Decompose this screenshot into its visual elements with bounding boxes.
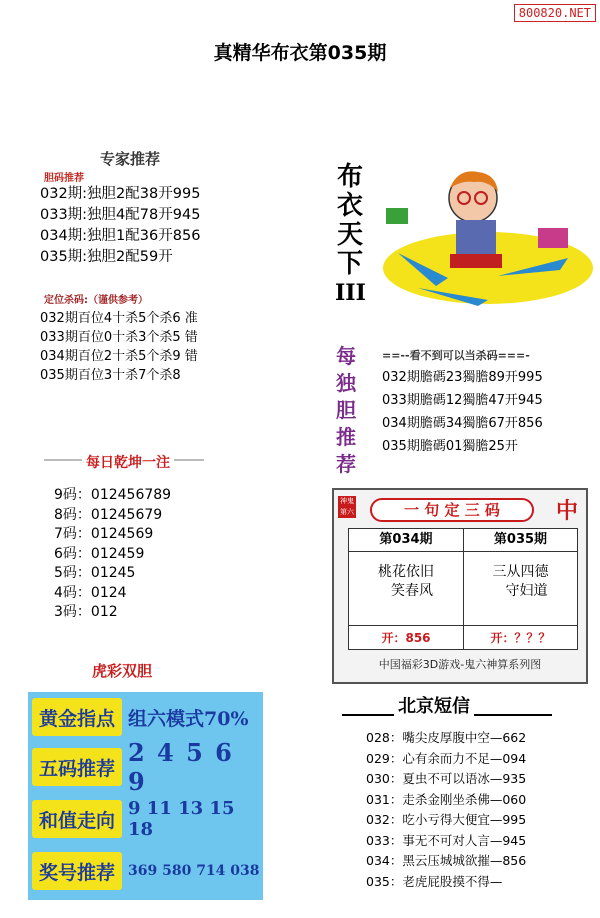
tiger-label: 和值走向 — [32, 800, 122, 838]
tiger-value: 9 11 13 15 18 — [128, 798, 235, 840]
list-item: 033期:独胆4配78开945 — [40, 207, 201, 223]
three-footer: 中国福彩3D游戏-鬼六神算系列图 — [378, 658, 542, 671]
tiger-row — [28, 794, 263, 844]
phrase-line: 三从四德 — [492, 564, 549, 580]
daily-title: 每日乾坤一注 — [82, 452, 174, 472]
list-item: 034期膽碼34獨膽67开856 — [382, 416, 543, 431]
brand-char: 天 — [336, 220, 363, 250]
tiger-title: 虎彩双胆 — [92, 662, 153, 680]
meidu-char: 独 — [336, 371, 356, 395]
tiger-value: 369 580 714 038 — [128, 863, 260, 879]
meidu-char: 每 — [336, 344, 356, 368]
list-item: 034期:独胆1配36开856 — [40, 228, 201, 244]
three-col1: 第034期 — [349, 529, 464, 552]
list-item: 9码：012456789 — [54, 487, 172, 503]
three-title: 一 句 定 三 码 — [370, 498, 534, 522]
meidu-char: 荐 — [336, 452, 356, 476]
list-item: 035期:独胆2配59开 — [40, 249, 173, 265]
list-item: 8码：01245679 — [54, 506, 163, 523]
daily-list — [54, 486, 171, 623]
meidu-char: 推 — [336, 425, 356, 449]
brand-char: 衣 — [336, 191, 363, 221]
list-item: 033：事无不可对人言—945 — [366, 832, 527, 848]
three-logo: 中 — [556, 499, 579, 524]
three-badge: 神鬼第六 — [340, 497, 354, 516]
tiger-value: 组六模式70% — [128, 707, 249, 730]
page-title: 真精华布衣第035期 — [213, 42, 387, 64]
three-code-panel — [332, 488, 588, 684]
tiger-label: 黄金指点 — [32, 698, 122, 736]
list-item: 034：黑云压城城欲摧—856 — [366, 853, 527, 868]
list-item: 4码：0124 — [54, 584, 127, 601]
phrase-line: 桃花依旧 — [378, 564, 434, 580]
brand-vertical — [335, 163, 365, 308]
list-item: 030：夏虫不可以语冰—935 — [366, 771, 527, 786]
list-item: 029：心有余而力不足—094 — [366, 750, 527, 766]
list-item: 028：嘴尖皮厚腹中空—662 — [366, 730, 527, 745]
list-item: 033期膽碼12獨膽47开945 — [382, 393, 543, 408]
three-table — [348, 528, 578, 650]
meidu-vertical — [332, 343, 360, 478]
kill-header: 定位杀码:（谨供参考） — [44, 295, 148, 306]
phrase-line: 守妇道 — [505, 583, 548, 599]
kill-right-title: ==--看不到可以当杀码===- — [382, 349, 530, 362]
list-item: 3码：012 — [54, 604, 118, 620]
dan-header: 胆码推荐 — [44, 173, 84, 184]
meidu-char: 胆 — [336, 398, 356, 422]
list-item: 5码：01245 — [54, 565, 136, 581]
list-item: 035期膽碼01獨膽25开 — [382, 439, 518, 454]
list-item: 7码：0124569 — [54, 526, 154, 542]
expert-title: 专家推荐 — [100, 150, 161, 168]
brand-char: 下 — [336, 249, 363, 279]
three-open2: 开：？？？ — [490, 631, 551, 645]
list-item: 032：吃小亏得大便宜—995 — [366, 812, 527, 827]
beijing-list — [366, 728, 526, 892]
three-open1: 开：856 — [381, 631, 431, 645]
list-item: 032期:独胆2配38开995 — [40, 186, 201, 202]
list-item: 6码：012459 — [54, 545, 145, 562]
list-item: 034期百位2十杀5个杀9 错 — [40, 349, 198, 364]
tiger-row — [28, 846, 263, 896]
site-tag[interactable]: 800820.NET — [514, 4, 596, 22]
tiger-row — [28, 692, 263, 742]
table-divider — [349, 625, 577, 626]
brand-char: 布 — [336, 162, 363, 192]
tiger-label: 五码推荐 — [32, 748, 122, 786]
list-item: 032期百位4十杀5个杀6 准 — [40, 311, 198, 326]
list-item: 035：老虎屁股摸不得— — [366, 873, 503, 889]
kill-right-list — [382, 366, 543, 458]
tiger-value: 2 4 5 6 9 — [128, 738, 234, 796]
three-phrase2 — [464, 563, 577, 601]
phrase-line: 笑春风 — [391, 583, 433, 599]
tiger-panel — [28, 692, 263, 900]
brand-char: III — [335, 280, 366, 306]
dan-list — [40, 184, 200, 268]
cartoon-illustration — [378, 158, 593, 308]
list-item: 032期膽碼23獨膽89开995 — [382, 370, 543, 385]
list-item: 033期百位0十杀3个杀5 错 — [40, 330, 198, 345]
three-col2: 第035期 — [464, 529, 577, 552]
tiger-label: 奖号推荐 — [32, 852, 122, 890]
kill-list — [40, 309, 198, 385]
three-phrase1 — [349, 563, 463, 601]
list-item: 031：走杀金刚坐杀佛—060 — [366, 791, 527, 807]
beijing-title: 北京短信 — [394, 692, 474, 718]
list-item: 035期百位3十杀7个杀8 — [40, 368, 181, 383]
tiger-row — [28, 738, 263, 796]
